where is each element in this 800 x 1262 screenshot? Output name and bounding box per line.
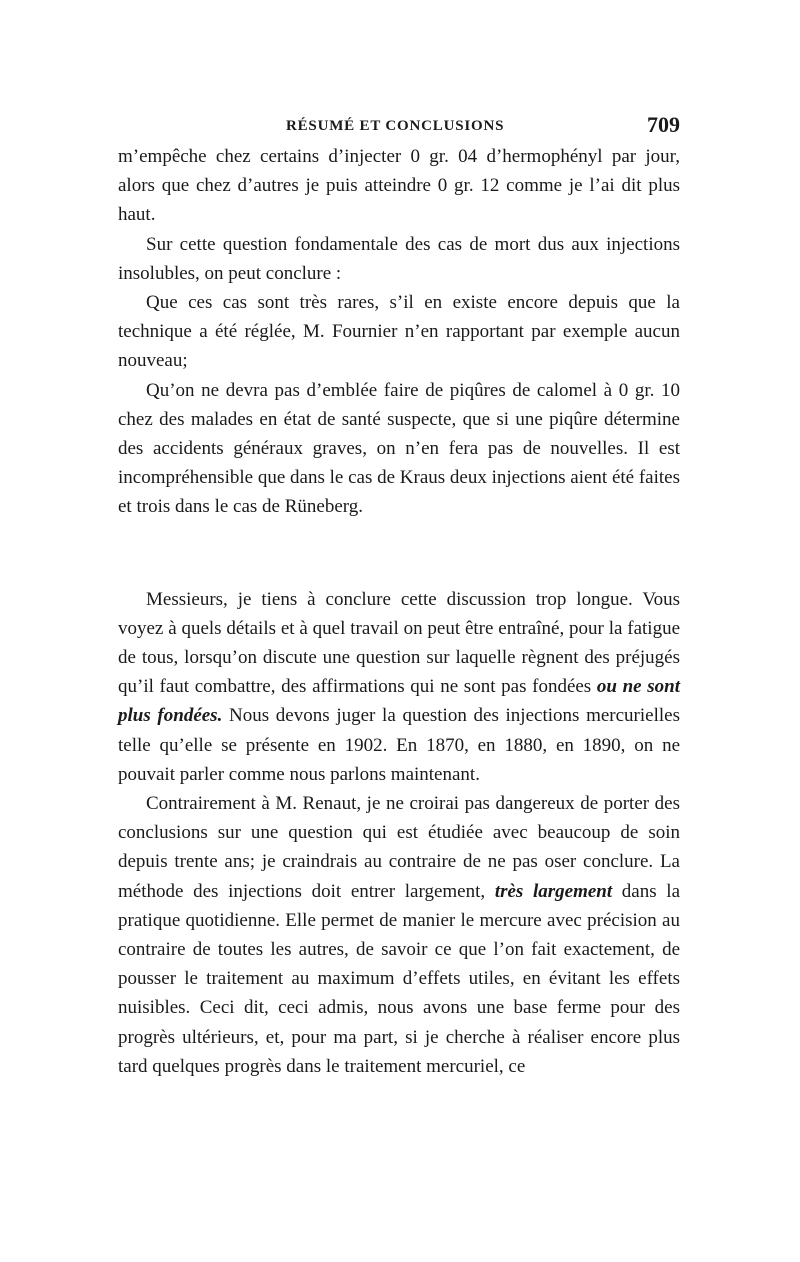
text-segment: Contrairement à M. Renaut, je ne croirai pas dangereux de porter des conclusions sur une question qui est étudiée avec beaucoup de soin depuis trente ans; je craindrais au contraire de ne pas oser conclure. La méthode des injections doit entrer largement, [118,793,680,902]
italic-phrase: très largement [494,880,613,902]
paragraph-messieurs [118,585,680,789]
italic-phrase: ou ne sont plus fondées. [118,676,680,727]
paragraph-rare-cases: Que ces cas sont très rares, s’il en existe encore depuis que la technique a été réglée, M. Fournier n’en rapportant par exemple aucun nouveau; [118,292,680,372]
page-number: 709 [647,112,680,137]
paragraph-renaut [118,789,680,1081]
book-page [118,112,680,1081]
paragraph-continuation: m’empêche chez certains d’injecter 0 gr. 04 d’hermophényl par jour, alors que chez d’autres je puis atteindre 0 gr. 12 comme je l’ai dit plus haut. [118,146,680,226]
text-segment: Messieurs, je tiens à conclure cette discussion trop longue. Vous voyez à quels détails et à quel travail on peut être entraîné, pour la fatigue de tous, lorsqu’on discute une question sur laquelle règnent des préjugés qu’il faut combattre, des affirmations qui ne sont pas fondées [118,588,680,698]
section-gap [118,522,680,585]
paragraph-calomel: Qu’on ne devra pas d’emblée faire de piqûres de calomel à 0 gr. 10 chez des malades en état de santé suspecte, que si une piqûre détermine des accidents généraux graves, on n’en fera pas de nouvelles. Il est incompréhensible que dans le cas de Kraus deux injections aient été faites et trois dans le cas de Rüneberg. [118,379,680,518]
paragraph-question: Sur cette question fondamentale des cas de mort dus aux injections insolubles, on peut conclure : [118,233,680,284]
running-head: RÉSUMÉ ET CONCLUSIONS [286,118,505,134]
page-header [118,112,680,142]
text-segment: Nous devons juger la question des injections mercurielles telle qu’elle se présente en 1902. En 1870, en 1880, en 1890, on ne pouvait parler comme nous parlons maintenant. [118,705,680,785]
text-segment: dans la pratique quotidienne. Elle permet de manier le mercure avec précision au contraire de toutes les autres, de savoir ce que l’on fait exactement, de pousser le traitement au maximum d’effets utiles, en évitant les effets nuisibles. Ceci dit, ceci admis, nous avons une base ferme pour des progrès ultérieurs, et, pour ma part, si je cherche à réaliser encore plus tard quelques progrès dans le traitement mercuriel, ce [118,880,680,1077]
